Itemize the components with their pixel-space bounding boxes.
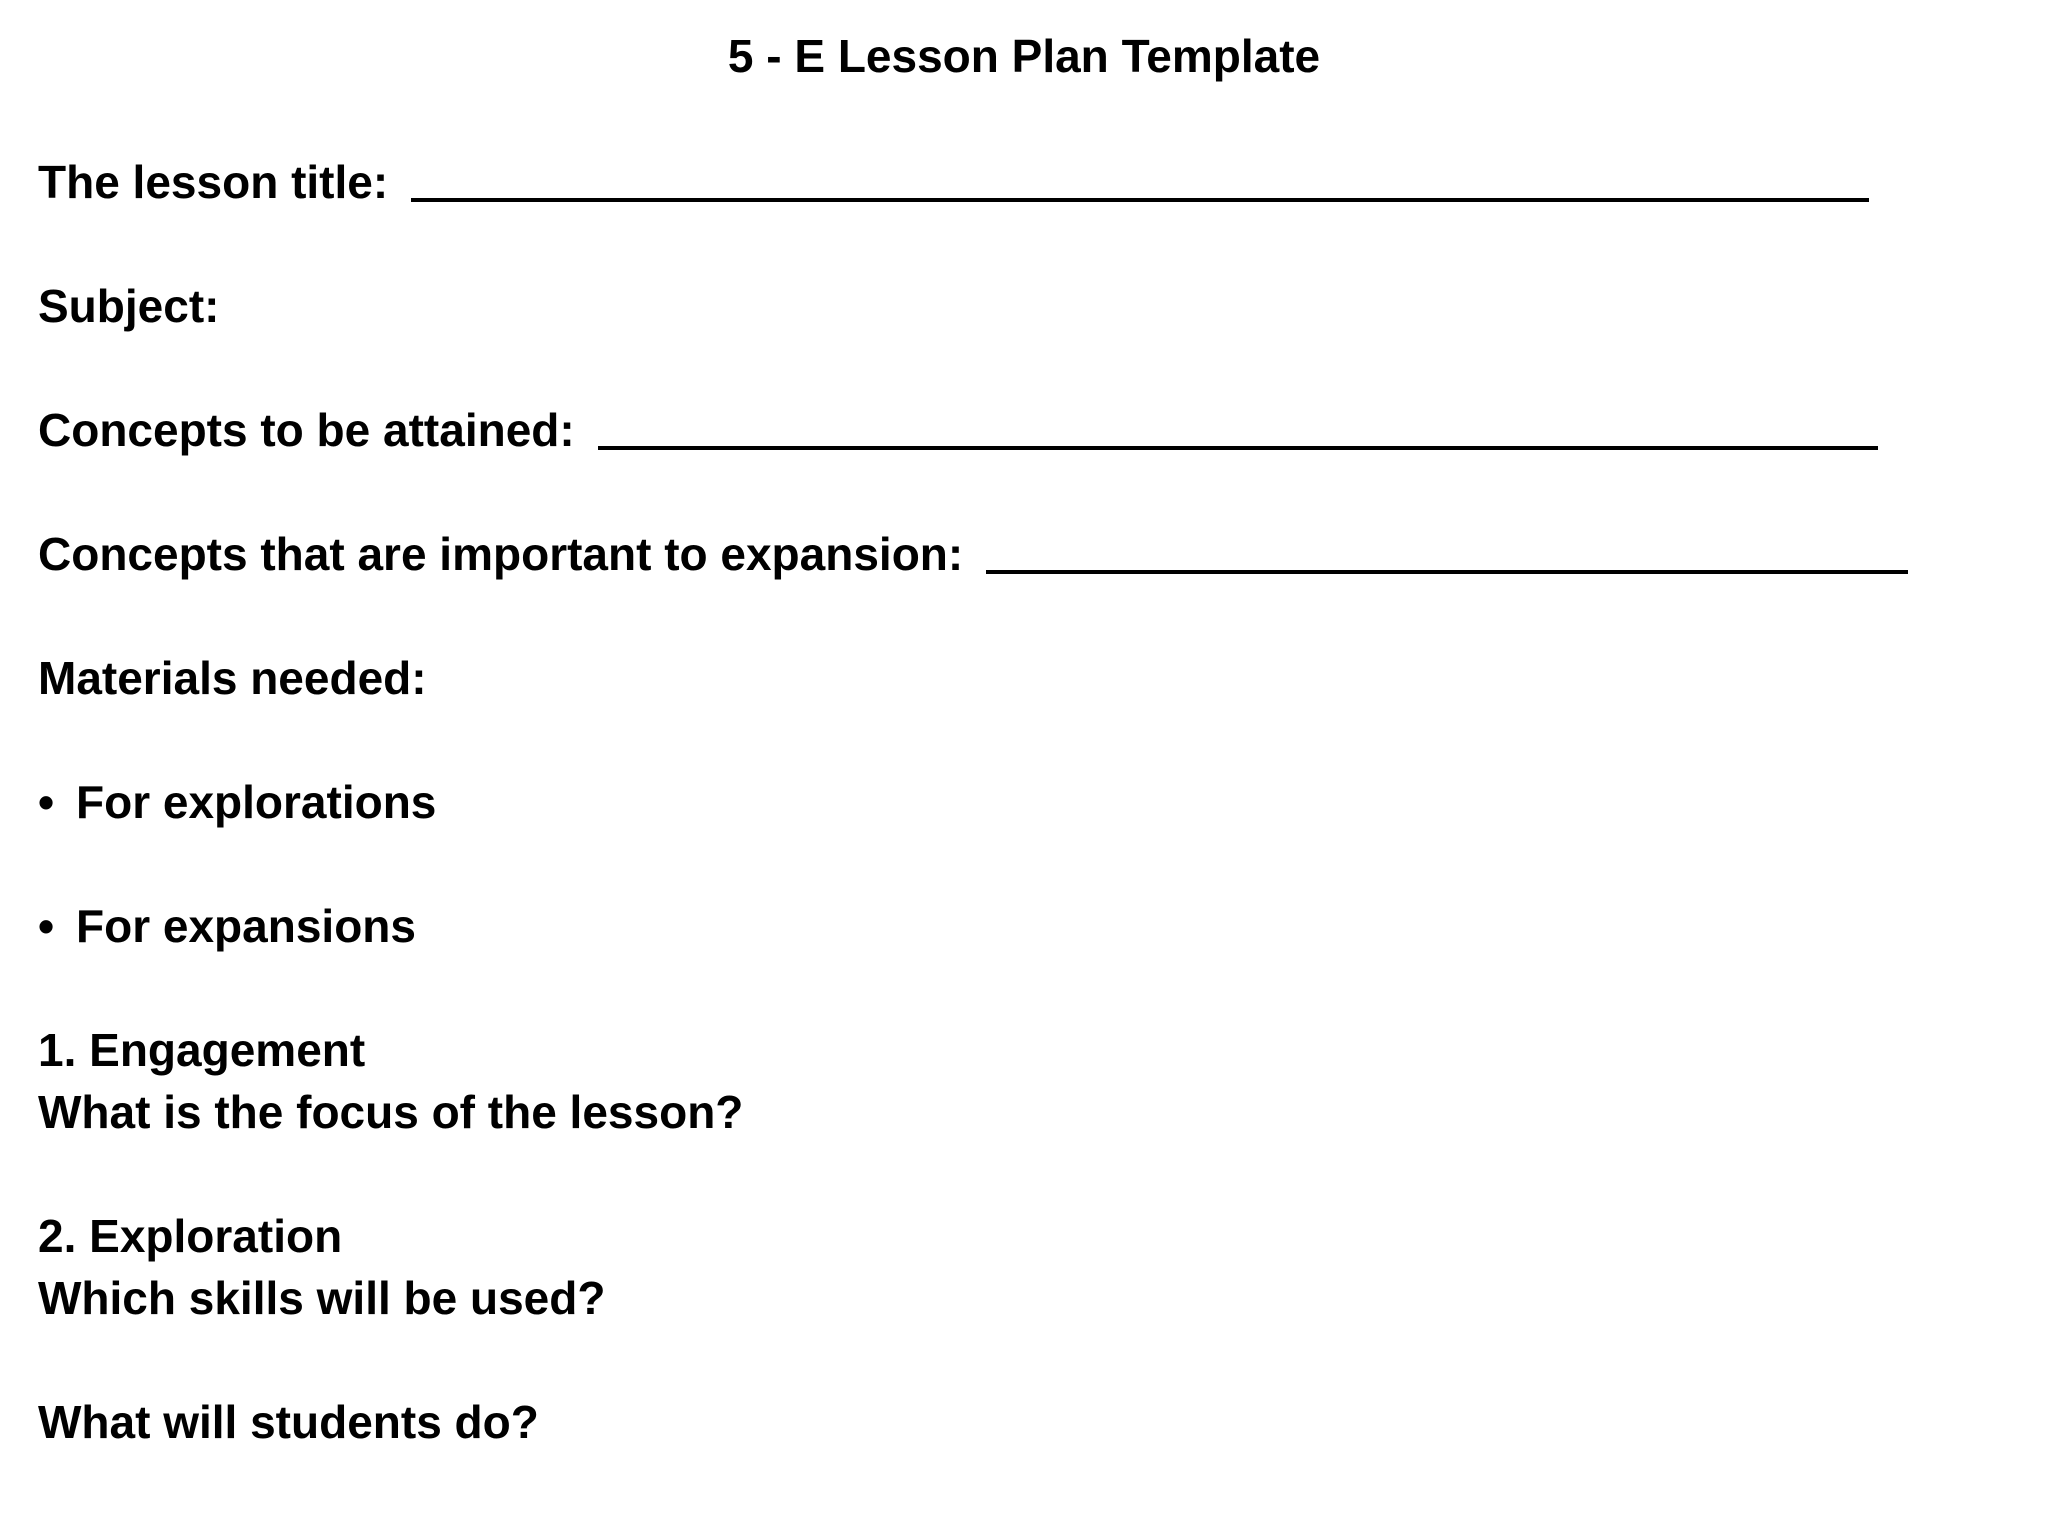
engagement-question: What is the focus of the lesson? [38, 1086, 744, 1138]
lesson-title-blank[interactable] [411, 198, 1869, 202]
lesson-title-label: The lesson title: [38, 156, 389, 208]
materials-explorations-text: For explorations [76, 776, 437, 828]
materials-expansions-text: For expansions [76, 900, 416, 952]
exploration-question-students: What will students do? [38, 1396, 539, 1448]
materials-field [38, 648, 427, 708]
subject-field [38, 276, 219, 336]
lesson-title-field [38, 152, 1869, 212]
concepts-expansion-field [38, 524, 1908, 584]
materials-explorations-item [38, 772, 436, 832]
concepts-attained-label: Concepts to be attained: [38, 404, 575, 456]
concepts-expansion-blank[interactable] [986, 570, 1908, 574]
exploration-heading: 2. Exploration [38, 1210, 343, 1262]
concepts-attained-blank[interactable] [598, 446, 1878, 450]
concepts-attained-field [38, 400, 1878, 460]
bullet-icon: • [38, 776, 55, 828]
engagement-heading: 1. Engagement [38, 1024, 366, 1076]
page-title: 5 - E Lesson Plan Template [727, 30, 1321, 82]
exploration-question-skills: Which skills will be used? [38, 1272, 606, 1324]
materials-expansions-item [38, 896, 416, 956]
concepts-expansion-label: Concepts that are important to expansion: [38, 528, 964, 580]
subject-label: Subject: [38, 280, 220, 332]
bullet-icon: • [38, 900, 55, 952]
materials-label: Materials needed: [38, 652, 427, 704]
